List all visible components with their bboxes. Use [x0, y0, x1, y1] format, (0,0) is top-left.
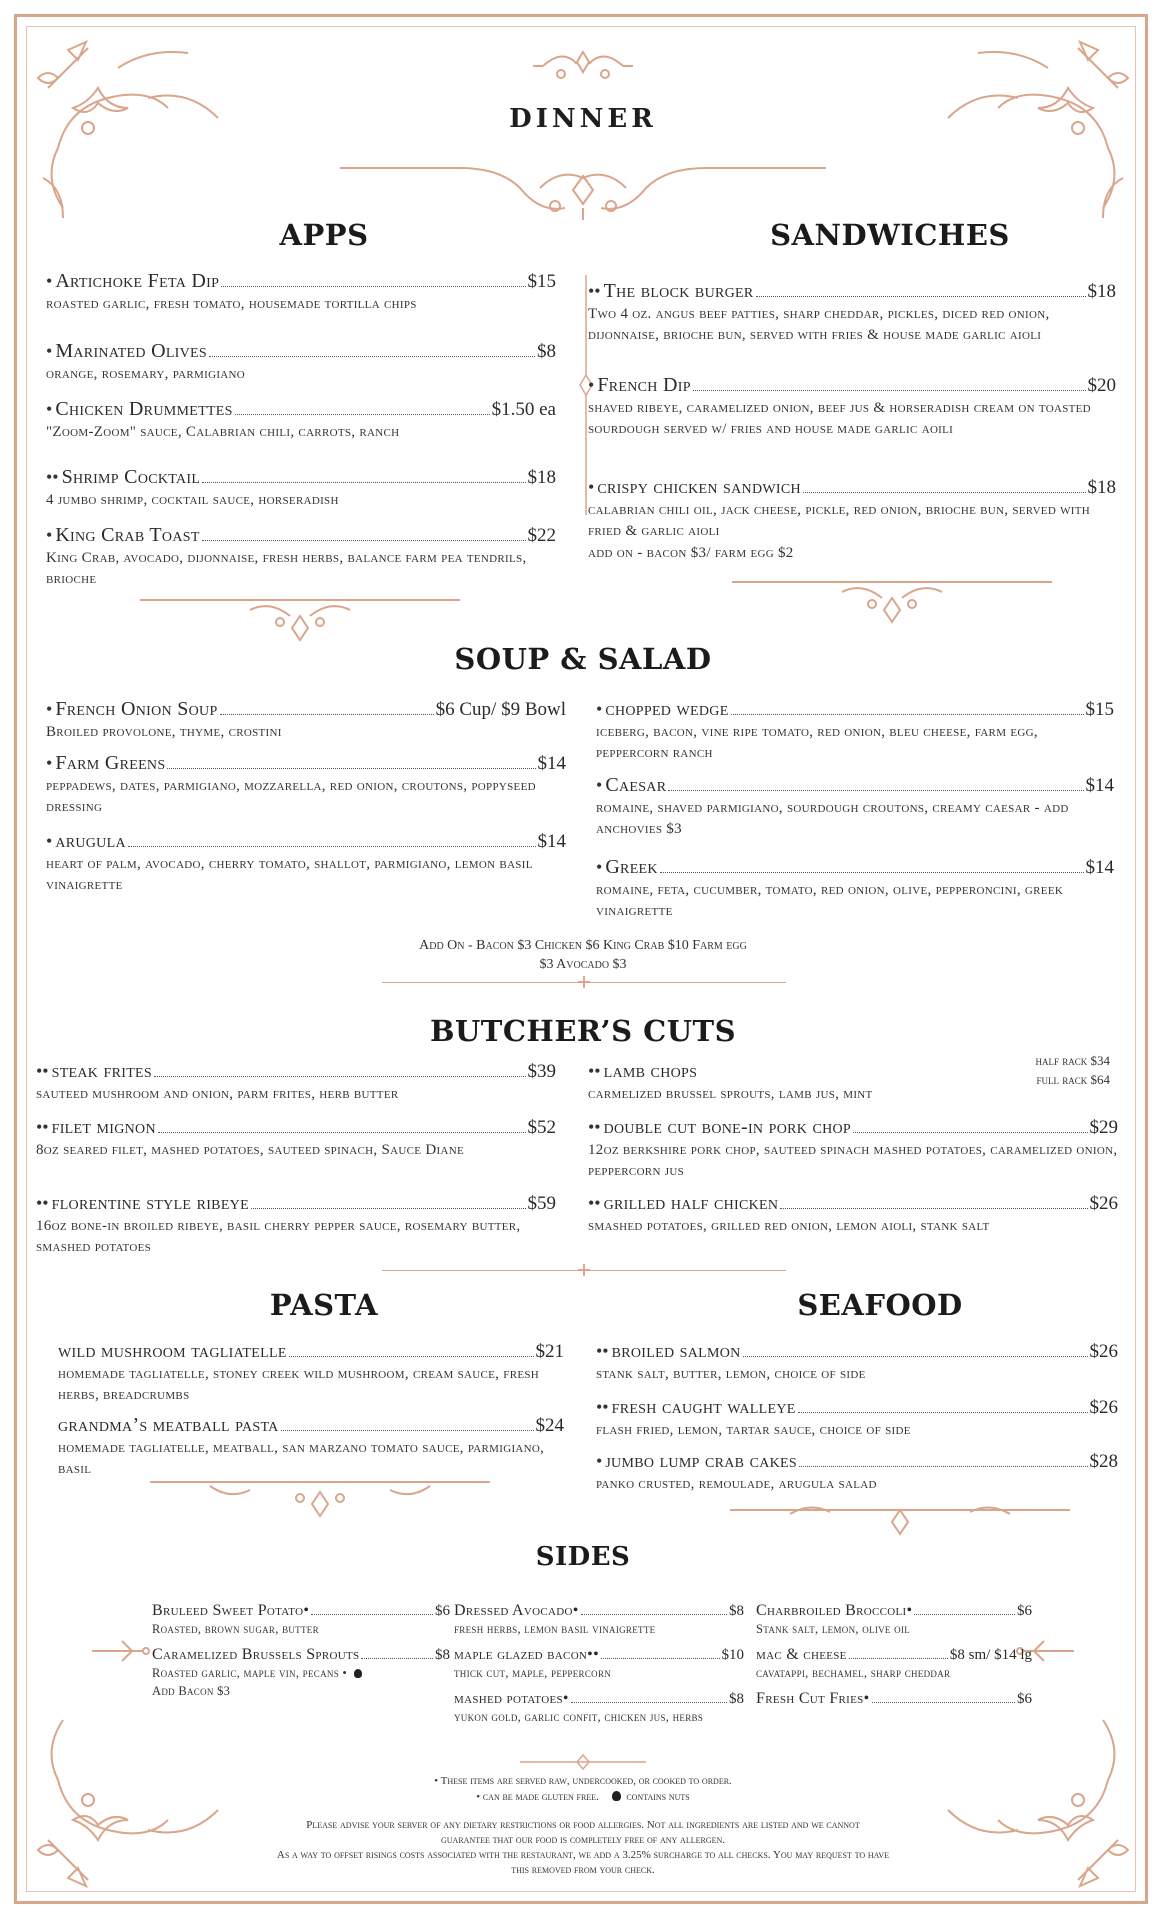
menu-item-name: steak frites — [51, 1060, 152, 1082]
menu-item-description: iceberg, bacon, vine ripe tomato, red onion, bleu cheese, farm egg, peppercorn ranch — [596, 724, 1038, 761]
menu-item-description: panko crusted, remoulade, arugula salad — [596, 1476, 877, 1492]
menu-item-line — [46, 398, 556, 421]
menu-item-name: Farm Greens — [55, 752, 166, 774]
menu-item — [58, 1414, 564, 1480]
menu-item-price: $24 — [535, 1415, 564, 1436]
dot-leader — [154, 1076, 526, 1077]
side-item-name: Bruleed Sweet Potato• — [152, 1602, 310, 1619]
side-item-price: $6 — [1017, 1603, 1032, 1619]
menu-item-name: Greek — [605, 856, 658, 878]
soup-addon-line1: Add On - Bacon $3 Chicken $6 King Crab $10 Farm egg — [419, 938, 747, 953]
menu-item-line — [36, 1060, 556, 1083]
side-item-price: $8 sm/ $14 lg — [949, 1647, 1032, 1663]
menu-item-name: wild mushroom tagliatelle — [58, 1340, 287, 1362]
bullet-icon: • — [46, 753, 53, 773]
bullet-icon: • — [46, 399, 53, 419]
dot-leader — [849, 1658, 948, 1659]
menu-item-name: jumbo lump crab cakes — [605, 1450, 797, 1472]
pasta-flourish — [150, 1480, 490, 1522]
lamb-price-full: full rack $64 — [1036, 1072, 1110, 1087]
menu-item-name: French Dip — [597, 374, 691, 396]
menu-item-name: Shrimp Cocktail — [61, 466, 201, 488]
side-item-description — [756, 1665, 1032, 1682]
menu-item — [36, 1060, 556, 1105]
menu-item — [588, 1116, 1118, 1182]
dot-leader — [914, 1614, 1015, 1615]
menu-item-price: $29 — [1089, 1117, 1118, 1138]
menu-item — [596, 1396, 1118, 1441]
side-item-extra: Add Bacon $3 — [152, 1684, 231, 1698]
menu-item-line — [596, 774, 1114, 797]
menu-item-price: $14 — [1085, 775, 1114, 796]
menu-item — [588, 476, 1116, 564]
menu-item-description: peppadews, dates, parmigiano, mozzarella, red onion, croutons, poppyseed dressing — [46, 778, 536, 815]
menu-item-description: calabrian chili oil, jack cheese, pickle, red onion, brioche bun, served with fried & garlic aioli — [588, 502, 1091, 539]
menu-item — [588, 1192, 1118, 1237]
bullet-icon: • — [588, 375, 595, 395]
menu-item-line — [36, 1116, 556, 1139]
bullet-icon: •• — [588, 1117, 601, 1137]
menu-item-name: Marinated Olives — [55, 340, 207, 362]
menu-item-price: $39 — [527, 1061, 556, 1082]
side-item-name: Charbroiled Broccoli• — [756, 1602, 913, 1619]
menu-item-price: $8 — [537, 341, 556, 362]
section-title-butchers: BUTCHER’S CUTS — [429, 1014, 737, 1048]
dot-leader — [731, 714, 1084, 715]
menu-item-name: double cut bone-in pork chop — [603, 1116, 852, 1138]
lamb-price-half: half rack $34 — [1035, 1053, 1110, 1068]
side-item — [454, 1690, 744, 1726]
dot-leader — [798, 1412, 1088, 1413]
side-item-description-text: Roasted, brown sugar, butter — [152, 1622, 319, 1636]
menu-item-price: $26 — [1089, 1397, 1118, 1418]
menu-item-extra: add on - bacon $3/ farm egg $2 — [588, 545, 794, 561]
menu-item-description: romaine, shaved parmigiano, sourdough croutons, creamy caesar - add anchovies $3 — [596, 800, 1069, 837]
dot-leader — [743, 1356, 1088, 1357]
dot-leader — [167, 768, 535, 769]
section-title-sandwiches: SANDWICHES — [770, 218, 1010, 252]
bullet-icon: • — [46, 341, 53, 361]
bullet-icon: • — [46, 699, 53, 719]
side-item-line — [756, 1602, 1032, 1620]
side-item-description — [152, 1621, 450, 1638]
menu-item — [46, 752, 566, 818]
side-item-description-text: Roasted garlic, maple vin, pecans • — [152, 1666, 351, 1680]
menu-item-line — [588, 1192, 1118, 1215]
side-item — [454, 1646, 744, 1682]
side-item — [454, 1602, 744, 1638]
dot-leader — [361, 1658, 433, 1659]
menu-item-price: $18 — [527, 467, 556, 488]
menu-item — [46, 466, 556, 511]
dot-leader — [289, 1356, 534, 1357]
menu-item-price: $15 — [527, 271, 556, 292]
menu-item-name: crispy chicken sandwich — [597, 476, 801, 498]
menu-item — [36, 1192, 556, 1258]
menu-item-description: smashed potatoes, grilled red onion, lemon aioli, stank salt — [588, 1218, 990, 1234]
menu-item-line — [36, 1192, 556, 1215]
section-title-seafood: SEAFOOD — [797, 1288, 963, 1322]
bullet-icon: •• — [36, 1117, 49, 1137]
menu-item-price: $26 — [1089, 1193, 1118, 1214]
bullet-icon: •• — [596, 1397, 609, 1417]
menu-item-description: homemade tagliatelle, meatball, san marzano tomato sauce, parmigiano, basil — [58, 1440, 545, 1477]
menu-title: DINNER — [509, 104, 657, 134]
dot-leader — [803, 492, 1086, 493]
side-item-line — [756, 1690, 1032, 1708]
dot-leader — [660, 872, 1084, 873]
menu-item-price: $15 — [1085, 699, 1114, 720]
menu-item-description: orange, rosemary, parmigiano — [46, 366, 246, 382]
side-item-name: Dressed Avocado• — [454, 1602, 579, 1619]
menu-item-description: 4 jumbo shrimp, cocktail sauce, horseradish — [46, 492, 339, 508]
dot-leader — [581, 1614, 727, 1615]
menu-item-price: $28 — [1089, 1451, 1118, 1472]
dot-leader — [221, 286, 525, 287]
side-item-name: Caramelized Brussels Sprouts — [152, 1646, 360, 1663]
menu-item-description: Broiled provolone, thyme, crostini — [46, 724, 282, 740]
menu-item — [46, 398, 556, 443]
bullet-icon: • — [46, 525, 53, 545]
menu-item — [596, 856, 1114, 922]
side-item-name: Fresh Cut Fries• — [756, 1690, 870, 1707]
top-center-ornament — [533, 44, 633, 88]
menu-item-price: $52 — [527, 1117, 556, 1138]
menu-item — [588, 374, 1116, 440]
menu-item-line — [596, 856, 1114, 879]
dot-leader — [202, 482, 525, 483]
footer-notice-3: As a way to offset risings costs associated with the restaurant, we add a 3.25% surcharge to all checks. You may request to have — [276, 1849, 890, 1861]
dot-leader — [601, 1658, 720, 1659]
menu-item-name: Chicken Drummettes — [55, 398, 233, 420]
nut-icon — [354, 1669, 362, 1678]
menu-item-line — [596, 1396, 1118, 1419]
side-item-description — [756, 1621, 1032, 1638]
dot-leader — [668, 790, 1083, 791]
side-item-description-text: Stank salt, lemon, olive oil — [756, 1622, 911, 1636]
side-item-line — [454, 1646, 744, 1664]
side-item — [756, 1646, 1032, 1682]
menu-item-line — [46, 524, 556, 547]
sides-flourish — [520, 1752, 646, 1772]
seafood-flourish — [730, 1500, 1070, 1542]
dot-leader — [158, 1132, 526, 1133]
side-item — [152, 1646, 450, 1700]
bullet-icon: • — [596, 1451, 603, 1471]
menu-item-name: King Crab Toast — [55, 524, 200, 546]
menu-item-price: $21 — [535, 1341, 564, 1362]
menu-item-description: heart of palm, avocado, cherry tomato, shallot, parmigiano, lemon basil vinaigrette — [46, 856, 533, 893]
bullet-icon: • — [596, 699, 603, 719]
menu-item-line — [46, 340, 556, 363]
menu-item-name: grandma’s meatball pasta — [58, 1414, 279, 1436]
menu-item — [46, 698, 566, 743]
apps-flourish — [140, 598, 460, 646]
menu-item — [46, 340, 556, 385]
menu-item-name: lamb chops — [603, 1060, 698, 1082]
dot-leader — [756, 296, 1086, 297]
menu-item — [36, 1116, 556, 1161]
menu-item-line — [596, 698, 1114, 721]
footer-notice-2: guarantee that our food is completely free of any allergen. — [440, 1834, 726, 1846]
menu-item-name: broiled salmon — [611, 1340, 741, 1362]
menu-item-description: King Crab, avocado, dijonnaise, fresh herbs, balance farm pea tendrils, brioche — [46, 550, 527, 587]
menu-item-description: flash fried, lemon, tartar sauce, choice of side — [596, 1422, 911, 1438]
side-item-line — [454, 1690, 744, 1708]
side-item — [756, 1690, 1032, 1708]
menu-item-price: $6 Cup/ $9 Bowl — [435, 699, 566, 720]
menu-item-price: $14 — [1085, 857, 1114, 878]
side-item-description — [454, 1665, 744, 1682]
dot-leader — [235, 414, 490, 415]
menu-item-line — [46, 830, 566, 853]
menu-item-price: $20 — [1087, 375, 1116, 396]
bullet-icon: •• — [36, 1193, 49, 1213]
menu-item-line — [588, 1116, 1118, 1139]
side-item-description — [152, 1665, 450, 1682]
menu-item-price: $14 — [537, 753, 566, 774]
footer-legend-gf: • can be made gluten free. — [476, 1791, 599, 1803]
sides-left-ornament — [92, 1636, 152, 1666]
footer-notice-1: Please advise your server of any dietary restrictions or food allergies. Not all ingredients are listed and we cannot — [306, 1819, 860, 1831]
side-item-description-text: yukon gold, garlic confit, chicken jus, herbs — [454, 1710, 704, 1724]
dot-leader — [311, 1614, 433, 1615]
dot-leader — [872, 1702, 1016, 1703]
side-item — [152, 1602, 450, 1638]
menu-item-description: shaved ribeye, caramelized onion, beef jus & horseradish cream on toasted sourdough served w/ fries and house made garlic aoili — [588, 400, 1091, 437]
bullet-icon: •• — [588, 281, 601, 301]
menu-item — [596, 1340, 1118, 1385]
bullet-icon: •• — [596, 1341, 609, 1361]
menu-item-description: romaine, feta, cucumber, tomato, red onion, olive, pepperoncini, greek vinaigrette — [596, 882, 1064, 919]
menu-item-price: $59 — [527, 1193, 556, 1214]
side-item-name: mashed potatoes• — [454, 1690, 569, 1707]
menu-item-description: Two 4 oz. angus beef patties, sharp cheddar, pickles, diced red onion, dijonnaise, brioche bun, served with fries & house made garlic aioli — [588, 306, 1050, 343]
side-item-name: mac & cheese — [756, 1646, 847, 1663]
menu-item-name: filet mignon — [51, 1116, 156, 1138]
side-item-price: $8 — [435, 1647, 450, 1663]
bullet-icon: • — [46, 271, 53, 291]
side-item-price: $10 — [721, 1647, 744, 1663]
menu-item-price: $18 — [1087, 281, 1116, 302]
menu-item-line — [58, 1414, 564, 1437]
side-item-line — [756, 1646, 1032, 1664]
side-item-description-text: thick cut, maple, peppercorn — [454, 1666, 612, 1680]
menu-item-name: fresh caught walleye — [611, 1396, 796, 1418]
section-title-soup-salad: SOUP & SALAD — [454, 642, 712, 676]
side-item-description-text: fresh herbs, lemon basil vinaigrette — [454, 1622, 656, 1636]
menu-item-description: carmelized brussel sprouts, lamb jus, mint — [588, 1086, 873, 1102]
menu-item-line — [46, 698, 566, 721]
side-item-price: $6 — [1017, 1691, 1032, 1707]
menu-item-line — [46, 270, 556, 293]
side-item-line — [152, 1602, 450, 1620]
side-item-line — [152, 1646, 450, 1664]
side-item-price: $8 — [729, 1691, 744, 1707]
dot-leader — [209, 356, 535, 357]
side-item — [756, 1602, 1032, 1638]
menu-item-description: roasted garlic, fresh tomato, housemade tortilla chips — [46, 296, 417, 312]
section-title-pasta: PASTA — [269, 1288, 379, 1322]
side-item-name: maple glazed bacon•• — [454, 1646, 599, 1663]
dot-leader — [251, 1208, 526, 1209]
menu-item — [596, 774, 1114, 840]
menu-item-price: $26 — [1089, 1341, 1118, 1362]
bullet-icon: • — [46, 831, 53, 851]
menu-item — [596, 698, 1114, 764]
menu-item-description: "Zoom-Zoom" sauce, Calabrian chili, carrots, ranch — [46, 424, 400, 440]
menu-item-description: homemade tagliatelle, stoney creek wild mushroom, cream sauce, fresh herbs, breadcrumbs — [58, 1366, 540, 1403]
menu-item-description: stank salt, butter, lemon, choice of side — [596, 1366, 866, 1382]
bullet-icon: • — [596, 775, 603, 795]
dot-leader — [780, 1208, 1087, 1209]
bullet-icon: •• — [588, 1193, 601, 1213]
menu-item-line — [588, 374, 1116, 397]
menu-item-line — [46, 752, 566, 775]
footer-legend-gf-nuts — [150, 1790, 1016, 1805]
menu-item — [58, 1340, 564, 1406]
bullet-icon: • — [588, 477, 595, 497]
menu-item-name: The block burger — [603, 280, 754, 302]
side-item-description — [454, 1709, 744, 1726]
footer-legend-nuts: contains nuts — [626, 1791, 690, 1803]
menu-item-name: arugula — [55, 830, 126, 852]
dot-leader — [128, 846, 536, 847]
menu-item-description: 8oz seared filet, mashed potatoes, sauteed spinach, Sauce Diane — [36, 1142, 464, 1158]
bullet-icon: •• — [588, 1061, 601, 1081]
menu-item-name: Artichoke Feta Dip — [55, 270, 220, 292]
menu-item-name: French Onion Soup — [55, 698, 218, 720]
menu-item-name: Caesar — [605, 774, 667, 796]
menu-item — [46, 270, 556, 315]
menu-item-line — [58, 1340, 564, 1363]
bullet-icon: •• — [46, 467, 59, 487]
menu-item-name: florentine style ribeye — [51, 1192, 249, 1214]
menu-item — [596, 1450, 1118, 1495]
menu-item-line — [596, 1340, 1118, 1363]
side-item-description-text: cavatappi, bechamel, sharp cheddar — [756, 1666, 951, 1680]
menu-item-description: sauteed mushroom and onion, parm frites, herb butter — [36, 1086, 399, 1102]
menu-item-price: $1.50 ea — [491, 399, 556, 420]
dot-leader — [799, 1466, 1088, 1467]
dot-leader — [571, 1702, 727, 1703]
menu-item — [46, 524, 556, 590]
dot-leader — [693, 390, 1086, 391]
menu-item-price: $22 — [527, 525, 556, 546]
footer-legend-raw: • These items are served raw, undercooked, or cooked to order. — [434, 1775, 732, 1787]
side-item-description — [454, 1621, 744, 1638]
menu-item-line — [596, 1450, 1118, 1473]
bullet-icon: • — [596, 857, 603, 877]
menu-item-line — [588, 280, 1116, 303]
dot-leader — [220, 714, 434, 715]
side-item-price: $8 — [729, 1603, 744, 1619]
menu-item-name: grilled half chicken — [603, 1192, 779, 1214]
side-item-price: $6 — [435, 1603, 450, 1619]
section-title-apps: APPS — [279, 218, 369, 252]
sandwiches-flourish — [732, 580, 1052, 632]
divider-butchers-plus — [576, 1262, 592, 1278]
section-title-sides: SIDES — [535, 1542, 631, 1572]
menu-item-description: 12oz berkshire pork chop, sauteed spinach mashed potatoes, caramelized onion, peppercorn jus — [588, 1142, 1118, 1179]
footer-notice-4: this removed from your check. — [511, 1864, 655, 1876]
nut-icon — [612, 1791, 621, 1801]
side-item-line — [454, 1602, 744, 1620]
dot-leader — [853, 1132, 1087, 1133]
menu-item — [46, 830, 566, 896]
menu-item-name: chopped wedge — [605, 698, 729, 720]
soup-addon-line2: $3 Avocado $3 — [539, 957, 627, 972]
menu-item-line — [588, 476, 1116, 499]
menu-item-price: $14 — [537, 831, 566, 852]
dot-leader — [202, 540, 526, 541]
bullet-icon: •• — [36, 1061, 49, 1081]
menu-item-description: 16oz bone-in broiled ribeye, basil cherry pepper sauce, rosemary butter, smashed potatoes — [36, 1218, 521, 1255]
menu-item-line — [46, 466, 556, 489]
dot-leader — [281, 1430, 534, 1431]
divider-soup-plus — [576, 974, 592, 990]
menu-item — [588, 280, 1116, 346]
menu-item-price: $18 — [1087, 477, 1116, 498]
